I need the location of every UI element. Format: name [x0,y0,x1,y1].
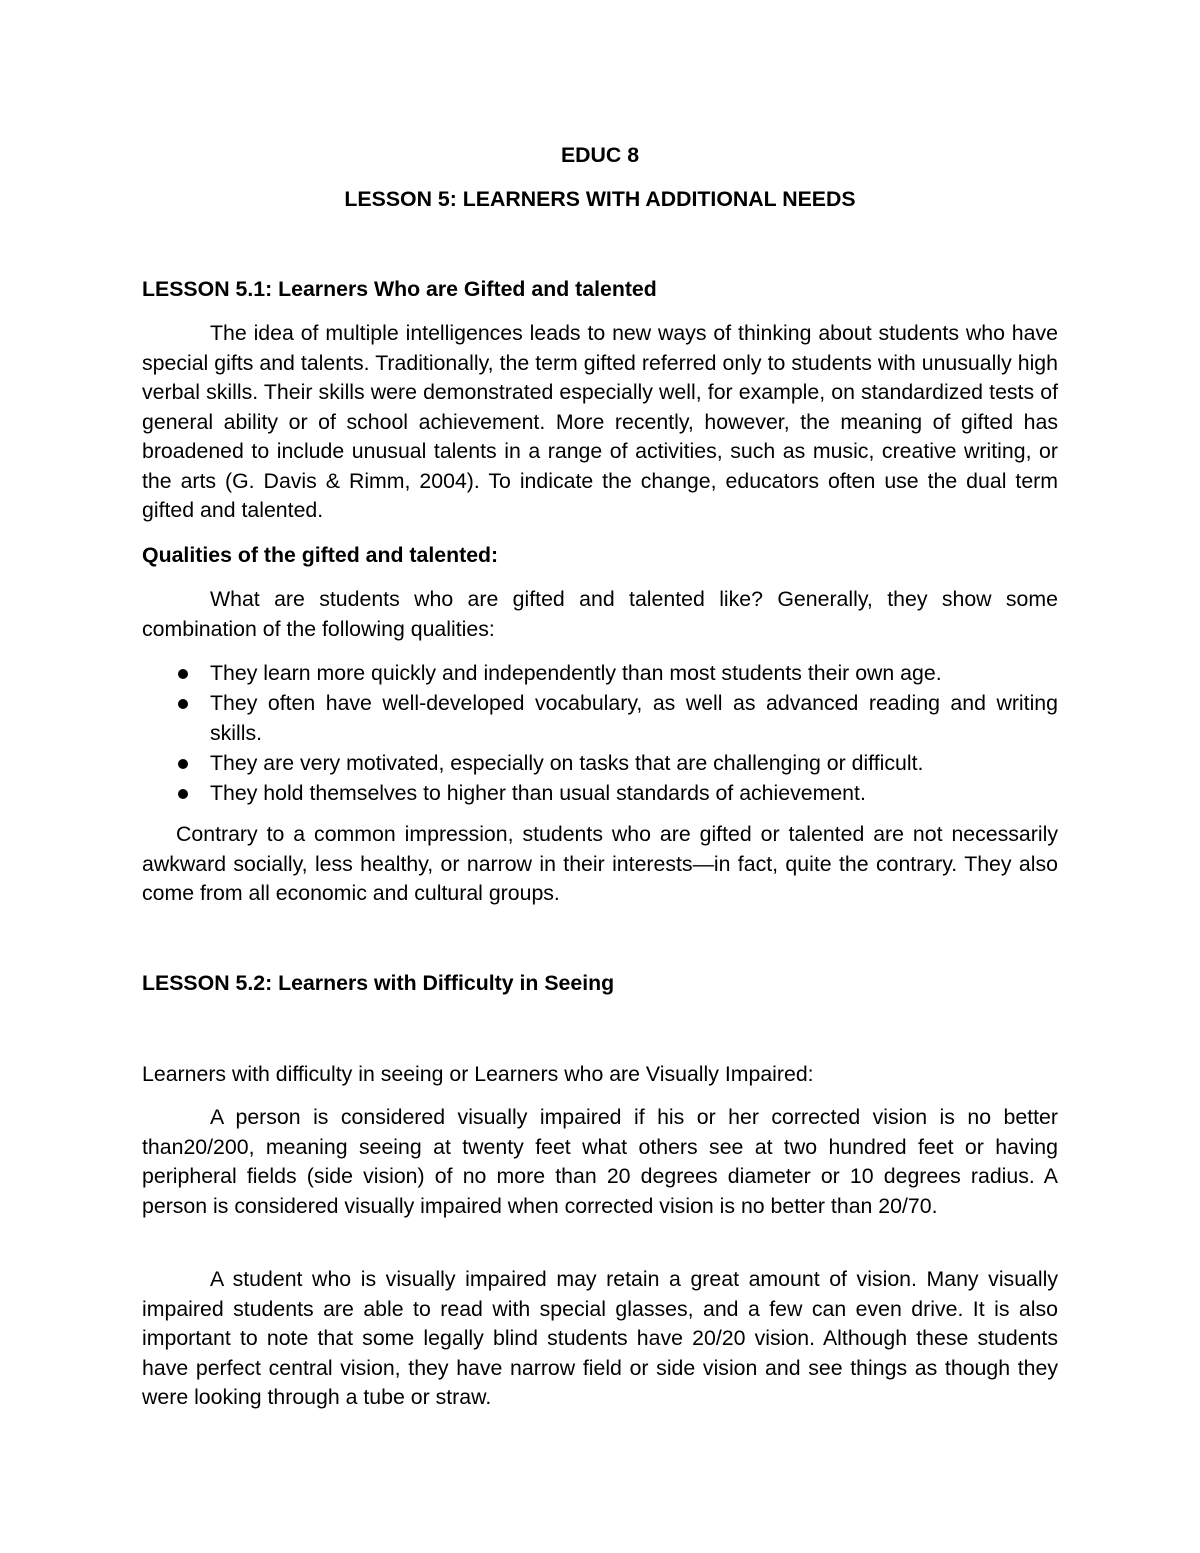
lesson-title: LESSON 5: LEARNERS WITH ADDITIONAL NEEDS [344,187,856,211]
list-item: They are very motivated, especially on tasks that are challenging or difficult. [142,749,1058,779]
gifted-closing-paragraph: Contrary to a common impression, students who are gifted or talented are not necessarily awkward socially, less healthy, or narrow in their interests—in fact, quite the contrary. They also come from all economic and cultural groups. [142,822,1058,905]
section-heading-5-2: LESSON 5.2: Learners with Difficulty in Seeing [142,971,615,995]
visual-impairment-subheading: Learners with difficulty in seeing or Learners who are Visually Impaired: [142,1062,814,1086]
list-item: They often have well-developed vocabulary, as well as advanced reading and writing skills. [142,689,1058,748]
list-item: They hold themselves to higher than usual standards of achievement. [142,779,1058,809]
visual-impairment-paragraph-2: A student who is visually impaired may retain a great amount of vision. Many visually impaired students are able to read with special glasses, and a few can even drive. It is also important to note that some legally blind students have 20/20 vision. Although these students have perfect central vision, they have narrow field or side vision and see things as though they were looking through a tube or straw. [142,1267,1058,1409]
qualities-heading: Qualities of the gifted and talented: [142,543,499,567]
bullet-icon [178,669,188,679]
bullet-icon [178,759,188,769]
bullet-icon [178,699,188,709]
list-item: They learn more quickly and independently than most students their own age. [142,659,1058,689]
bullet-icon [178,789,188,799]
course-title: EDUC 8 [560,143,640,167]
qualities-intro-paragraph: What are students who are gifted and talented like? Generally, they show some combination of the following qualities: [142,587,1058,641]
section-heading-5-1: LESSON 5.1: Learners Who are Gifted and talented [142,277,657,301]
qualities-list [142,659,1058,809]
visual-impairment-paragraph-1: A person is considered visually impaired if his or her corrected vision is no better than20/200, meaning seeing at twenty feet what others see at two hundred feet or having peripheral fields (side vision) of no more than 20 degrees diameter or 10 degrees radius. A person is considered visually impaired when corrected vision is no better than 20/70. [142,1105,1058,1218]
gifted-intro-paragraph: The idea of multiple intelligences leads to new ways of thinking about students who have special gifts and talents. Traditionally, the term gifted referred only to students with unusually high verbal skills. Their skills were demonstrated especially well, for example, on standardized tests of general ability or of school achievement. More recently, however, the meaning of gifted has broadened to include unusual talents in a range of activities, such as music, creative writing, or the arts (G. Davis & Rimm, 2004). To indicate the change, educators often use the dual term gifted and talented. [142,321,1058,522]
